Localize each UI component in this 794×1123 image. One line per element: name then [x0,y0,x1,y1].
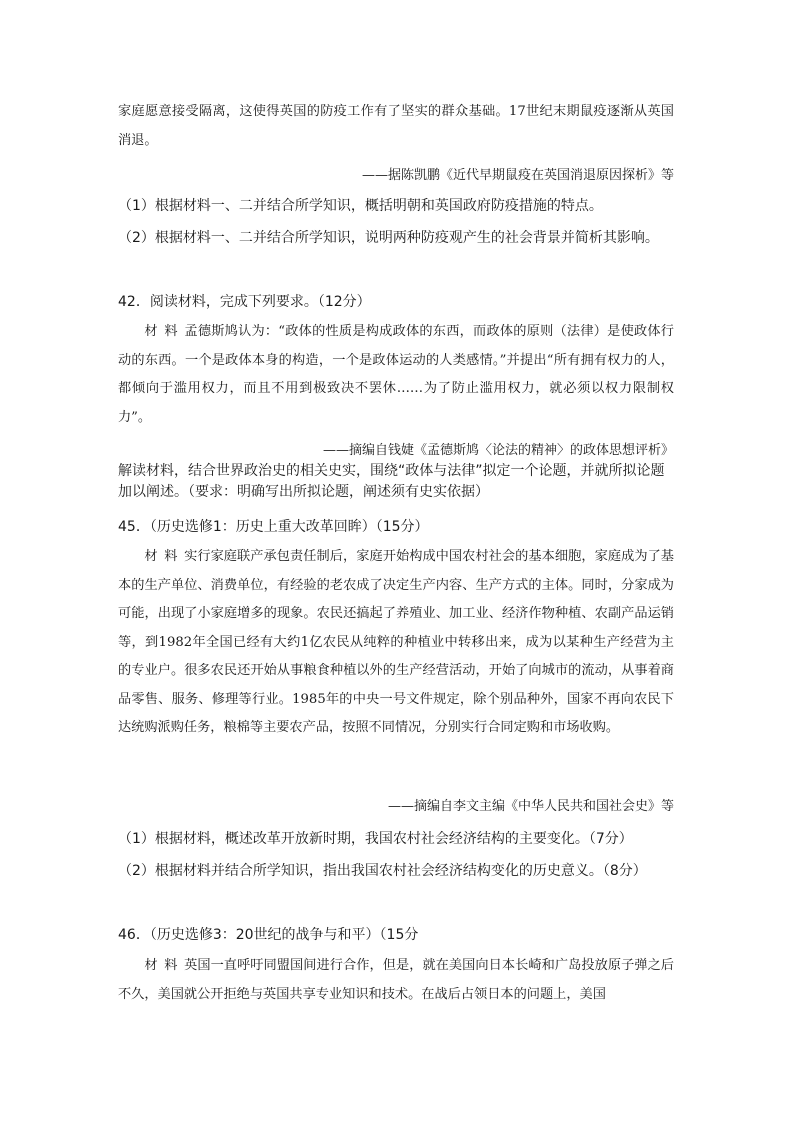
q42-material-label: 材料 [144,324,185,339]
q46-material-label: 材料 [144,958,185,973]
q42-source: ——摘编自钱婕《孟德斯鸠〈论法的精神〉的政体思想评析》 [322,443,674,458]
q45-material-text: 实行家庭联产承包责任制后，家庭开始构成中国农村社会的基本细胞，家庭成为了基本的生产单位、消费单位，有经验的老农成了决定生产内容、生产方式的主体。同时，分家成为可能，出现了小家庭增多的现象。农民还搞起了养殖业、加工业、经济作物种植、农副产品运销等，到1982年全国已经有大约1亿农民从纯粹的种植业中转移出来，成为以某种生产经营为主的专业户。很多农民还开始从事粮食种植以外的生产经营活动，开始了向城市的流动，从事着商品零售、服务、修理等行业。1985年的中央一号文件规定，除个别品种外，国家不再向农民下达统购派购任务，粮棉等主要农产品，按照不同情况，分别实行合同定购和市场收购。 [118,549,674,735]
q45-question-2: （2）根据材料并结合所学知识，指出我国农村社会经济结构变化的历史意义。（8分） [118,863,647,879]
q42-heading: 42．阅读材料，完成下列要求。（12分） [118,294,371,310]
q45-question-1: （1）根据材料，概述改革开放新时期，我国农村社会经济结构的主要变化。（7分） [118,831,633,847]
q42-material-text: 孟德斯鸠认为：“政体的性质是构成政体的东西，而政体的原则（法律）是使政体行动的东西。一个是政体本身的构造，一个是政体运动的人类感情。”并提出“所有拥有权力的人，都倾向于滥用权力，而且不用到极致决不罢休……为了防止滥用权力，就必须以权力限制权力”。 [118,324,674,425]
q45-material [118,543,674,743]
fragment-text: 家庭愿意接受隔离，这使得英国的防疫工作有了坚实的群众基础。17世纪末期鼠疫逐渐从英国消退。 [118,104,674,148]
fragment-question-2: （2）根据材料一、二并结合所学知识，说明两种防疫观产生的社会背景并简析其影响。 [118,230,659,246]
q45-source: ——摘编自李文主编《中华人民共和国社会史》等 [387,799,674,814]
q46-material-text: 英国一直呼吁同盟国间进行合作，但是，就在美国向日本长崎和广岛投放原子弹之后不久，美国就公开拒绝与英国共享专业知识和技术。在战后占领日本的问题上，美国 [118,958,674,1002]
q42-requirement: 解读材料，结合世界政治史的相关史实，围绕“政体与法律”拟定一个论题，并就所拟论题加以阐述。（要求：明确写出所拟论题，阐述须有史实依据） [118,463,665,500]
q45-material-label: 材料 [144,549,185,564]
q46-material [118,952,674,1009]
fragment-question-1: （1）根据材料一、二并结合所学知识，概括明朝和英国政府防疫措施的特点。 [118,198,603,214]
q42-material [118,318,674,432]
fragment-source: ——据陈凯鹏《近代早期鼠疫在英国消退原因探析》等 [361,168,674,183]
q46-heading: 46．（历史选修3：20世纪的战争与和平）（15分 [118,927,419,943]
q45-heading: 45．（历史选修1：历史上重大改革回眸）（15分） [118,519,429,535]
